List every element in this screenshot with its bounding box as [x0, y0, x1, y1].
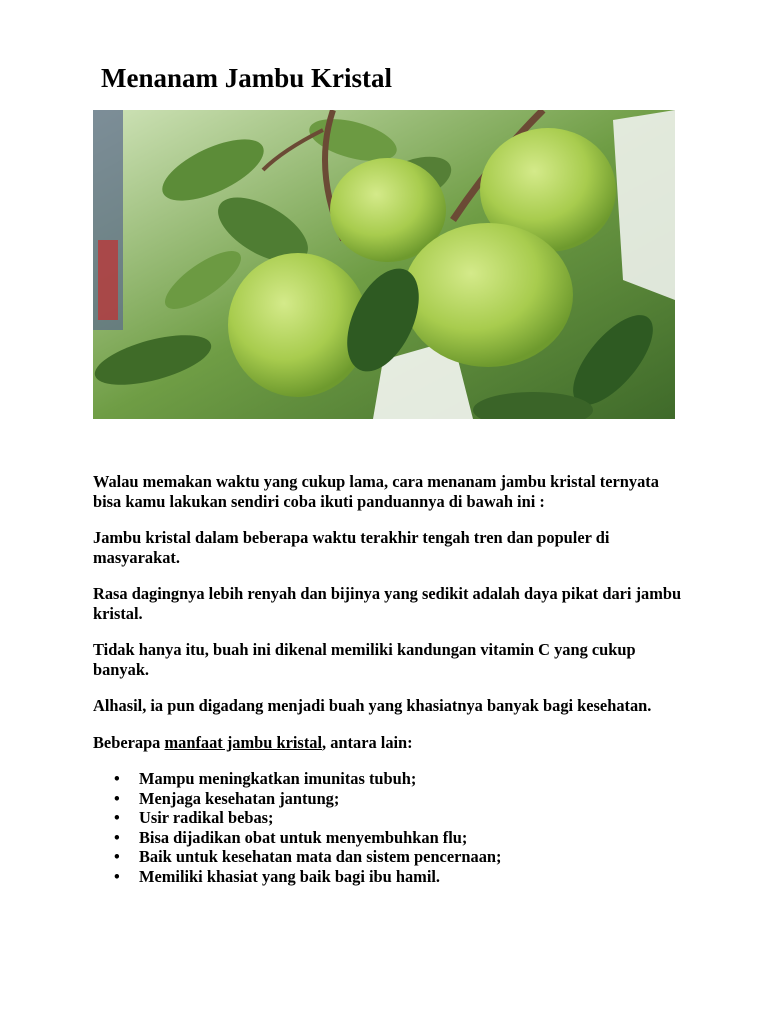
guava-fruit: [228, 253, 368, 397]
paragraph: Walau memakan waktu yang cukup lama, cara menanam jambu kristal ternyata bisa kamu lakukan sendiri coba ikuti panduannya di bawah ini :: [93, 472, 659, 511]
paragraph: Rasa dagingnya lebih renyah dan bijinya yang sedikit adalah daya pikat dari jambu kristal.: [93, 584, 682, 623]
paragraph: Tidak hanya itu, buah ini dikenal memiliki kandungan vitamin C yang cukup banyak.: [93, 640, 636, 679]
guava-fruit: [403, 223, 573, 367]
benefit-item: • Baik untuk kesehatan mata dan sistem pencernaan;: [139, 847, 683, 867]
benefit-item: • Usir radikal bebas;: [139, 808, 683, 828]
benefits-intro: [93, 733, 683, 753]
benefits-link[interactable]: manfaat jambu kristal: [164, 732, 323, 752]
benefit-item: • Memiliki khasiat yang baik bagi ibu hamil.: [139, 867, 683, 887]
benefits-intro-prefix: Beberapa: [93, 732, 165, 752]
article-title: Menanam Jambu Kristal: [101, 63, 393, 93]
paragraph: Alhasil, ia pun digadang menjadi buah yang khasiatnya banyak bagi kesehatan.: [93, 696, 652, 715]
benefit-item: • Mampu meningkatkan imunitas tubuh;: [139, 769, 683, 789]
benefit-item: • Bisa dijadikan obat untuk menyembuhkan flu;: [139, 828, 683, 848]
background-person-clothing: [98, 240, 118, 320]
benefit-item: • Menjaga kesehatan jantung;: [139, 789, 683, 809]
benefits-intro-suffix: , antara lain:: [322, 732, 413, 752]
paragraph: Jambu kristal dalam beberapa waktu terakhir tengah tren dan populer di masyarakat.: [93, 528, 610, 567]
article-body: [93, 472, 683, 886]
benefits-list: [93, 769, 683, 886]
guava-photo: [93, 110, 675, 419]
